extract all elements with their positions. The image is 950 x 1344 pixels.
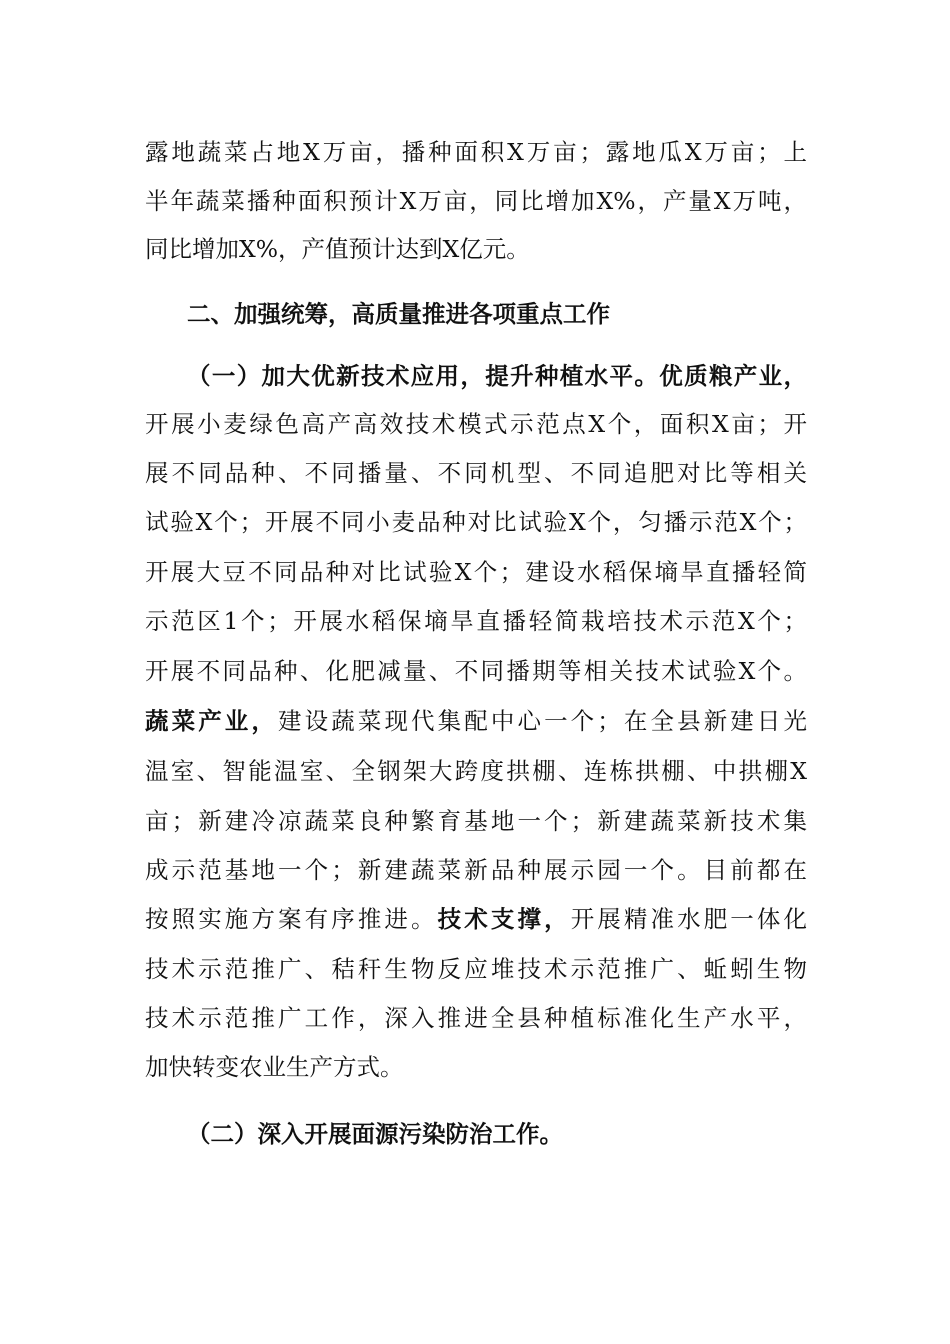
section-heading: 二、加强统筹，高质量推进各项重点工作 <box>187 300 610 328</box>
veg-last-text: 按照实施方案有序推进。 <box>145 905 438 933</box>
paragraph-line <box>145 895 807 943</box>
paragraph-line: 技术示范推广、秸秆生物反应堆技术示范推广、蚯蚓生物 <box>145 955 807 983</box>
paragraph-line: 开展小麦绿色高产高效技术模式示范点X个，面积X亩；开 <box>145 410 807 438</box>
paragraph-line: 成示范基地一个；新建蔬菜新品种展示园一个。目前都在 <box>145 856 807 884</box>
paragraph-line: 示范区1个；开展水稻保墒旱直播轻简栽培技术示范X个； <box>145 607 807 635</box>
paragraph-line: 亩；新建冷凉蔬菜良种繁育基地一个；新建蔬菜新技术集 <box>145 807 807 835</box>
paragraph-line: 露地蔬菜占地X万亩，播种面积X万亩；露地瓜X万亩；上 <box>145 138 807 166</box>
paragraph-line: 技术示范推广工作，深入推进全县种植标准化生产水平， <box>145 1004 807 1032</box>
tech-first-text: 开展精准水肥一体化 <box>570 905 807 933</box>
lead-grain: 优质粮产业， <box>659 362 807 390</box>
paragraph-line: 展不同品种、不同播量、不同机型、不同追肥对比等相关 <box>145 459 807 487</box>
paragraph-line: 试验X个；开展不同小麦品种对比试验X个，匀播示范X个； <box>145 508 807 536</box>
paragraph-line: 温室、智能温室、全钢架大跨度拱棚、连栋拱棚、中拱棚X <box>145 757 807 785</box>
paragraph-line: 同比增加X%，产值预计达到X亿元。 <box>145 235 530 263</box>
veg-first-text: 建设蔬菜现代集配中心一个；在全县新建日光 <box>278 707 807 735</box>
paragraph-line <box>145 697 807 745</box>
paragraph-line: 开展不同品种、化肥减量、不同播期等相关技术试验X个。 <box>145 657 807 685</box>
lead-tech: 技术支撑， <box>437 905 571 933</box>
lead-veg: 蔬菜产业， <box>145 707 279 735</box>
paragraph-line: 加快转变农业生产方式。 <box>145 1053 404 1081</box>
subsection-title-line <box>187 352 807 400</box>
subsection-title: （一）加大优新技术应用，提升种植水平。 <box>187 362 660 390</box>
paragraph-line: 开展大豆不同品种对比试验X个；建设水稻保墒旱直播轻简 <box>145 558 807 586</box>
paragraph-line: 半年蔬菜播种面积预计X万亩，同比增加X%，产量X万吨， <box>145 187 807 215</box>
subsection-title: （二）深入开展面源污染防治工作。 <box>187 1120 563 1148</box>
